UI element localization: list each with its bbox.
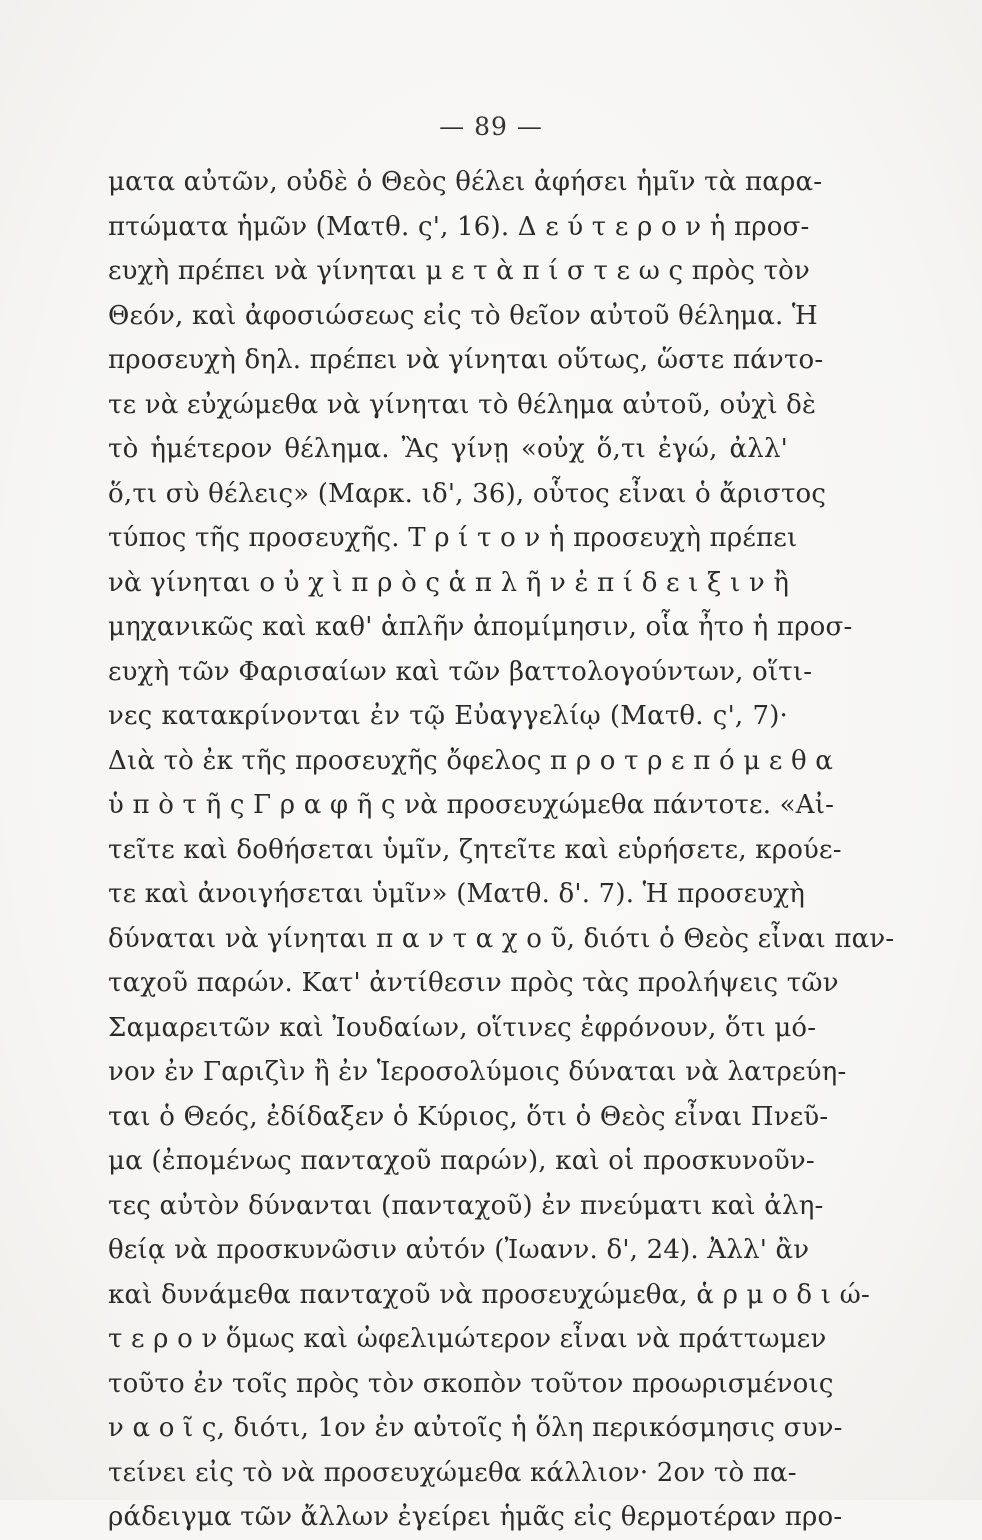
text-line: καὶ δυνάμεθα πανταχοῦ νὰ προσευχώμεθα, ἁ ρ μ ο δ ι ώ-	[108, 1279, 870, 1310]
text-line: ευχὴ τῶν Φαρισαίων καὶ τῶν βαττολογούντων, οἵτι-	[108, 656, 813, 687]
text-line: νὰ γίνηται ο ὐ χ ὶ π ρ ὸ ς ἁ π λ ῆ ν ἐ π ί δ ε ι ξ ι ν ἢ	[108, 567, 790, 598]
text-line: Θεόν, καὶ ἀφοσιώσεως εἰς τὸ θεῖον αὐτοῦ θέλημα. Ἡ	[108, 300, 818, 331]
text-line: Διὰ τὸ ἐκ τῆς προσευχῆς ὄφελος π ρ ο τ ρ ε π ό μ ε θ α	[108, 745, 834, 776]
text-line: νες κατακρίνονται ἐν τῷ Εὐαγγελίῳ (Ματθ. ς', 7)·	[108, 701, 788, 731]
text-line: μηχανικῶς καὶ καθ' ἁπλῆν ἀπομίμησιν, οἷα ἦτο ἡ προσ-	[108, 612, 853, 642]
text-line: Σαμαρειτῶν καὶ Ἰουδαίων, οἵτινες ἐφρόνουν, ὅτι μό-	[108, 1012, 817, 1043]
text-line: ταχοῦ παρών. Κατ' ἀντίθεσιν πρὸς τὰς προλήψεις τῶν	[108, 968, 839, 998]
text-line: ται ὁ Θεός, ἐδίδαξεν ὁ Κύριος, ὅτι ὁ Θεὸς εἶναι Πνεῦ-	[108, 1101, 829, 1132]
text-line: πτώματα ἡμῶν (Ματθ. ς', 16). Δ ε ύ τ ε ρ ο ν ἡ προσ-	[108, 211, 810, 242]
text-line: τε καὶ ἀνοιγήσεται ὑμῖν» (Ματθ. δ'. 7). Ἡ προσευχὴ	[108, 879, 806, 909]
text-line: ὅ,τι σὺ θέλεις» (Μαρκ. ιδ', 36), οὗτος εἶναι ὁ ἄριστος	[108, 478, 827, 509]
text-line: τοῦτο ἐν τοῖς πρὸς τὸν σκοπὸν τοῦτον προωρισμένοις	[108, 1368, 834, 1399]
text-line: ράδειγμα τῶν ἄλλων ἐγείρει ἡμᾶς εἰς θερμοτέραν προ-	[108, 1502, 843, 1532]
text-line: ευχὴ πρέπει νὰ γίνηται μ ε τ ὰ π ί σ τ ε ω ς πρὸς τὸν	[108, 256, 811, 286]
text-line: τεῖτε καὶ δοθήσεται ὑμῖν, ζητεῖτε καὶ εὑρήσετε, κρούε-	[108, 834, 842, 865]
text-line: προσευχὴ δηλ. πρέπει νὰ γίνηται οὕτως, ὥστε πάντο-	[108, 345, 824, 375]
text-line: τὸ ἡμέτερον θέλημα. Ἂς γίνῃ «οὐχ ὅ,τι ἐγώ, ἀλλ'	[108, 434, 788, 464]
text-line: ὑ π ὸ τ ῆ ς Γ ρ α φ ῆ ς νὰ προσευχώμεθα πάντοτε. «Αἰ-	[108, 790, 835, 820]
text-line: μα (ἐπομένως πανταχοῦ παρών), καὶ οἱ προσκυνοῦν-	[108, 1146, 815, 1176]
text-line: νον ἐν Γαριζὶν ἢ ἐν Ἱεροσολύμοις δύναται νὰ λατρεύη-	[108, 1057, 847, 1087]
text-line: τ ε ρ ο ν ὅμως καὶ ὠφελιμώτερον εἶναι νὰ πράττωμεν	[108, 1324, 827, 1354]
text-line: θείᾳ νὰ προσκυνῶσιν αὐτόν (Ἰωανν. δ', 24). Ἀλλ' ἂν	[108, 1235, 810, 1265]
text-line: τε νὰ εὐχώμεθα νὰ γίνηται τὸ θέλημα αὐτοῦ, οὐχὶ δὲ	[108, 389, 817, 420]
text-line: τύπος τῆς προσευχῆς. Τ ρ ί τ ο ν ἡ προσευχὴ πρέπει	[108, 523, 798, 553]
text-line: ματα αὐτῶν, οὐδὲ ὁ Θεὸς θέλει ἀφήσει ἡμῖν τὰ παρα-	[108, 167, 823, 197]
text-line: ν α ο ῖ ς, διότι, 1ον ἐν αὐτοῖς ἡ ὅλη περικόσμησις συν-	[108, 1413, 843, 1443]
text-line: δύναται νὰ γίνηται π α ν τ α χ ο ῦ, διότι ὁ Θεὸς εἶναι παν-	[108, 923, 895, 954]
page-body-text	[108, 160, 895, 1540]
page-number-header: — 89 —	[439, 112, 543, 141]
text-line: τείνει εἰς τὸ νὰ προσευχώμεθα κάλλιον· 2ον τὸ πα-	[108, 1457, 797, 1488]
text-line: τες αὐτὸν δύνανται (πανταχοῦ) ἐν πνεύματι καὶ ἀλη-	[108, 1190, 824, 1221]
